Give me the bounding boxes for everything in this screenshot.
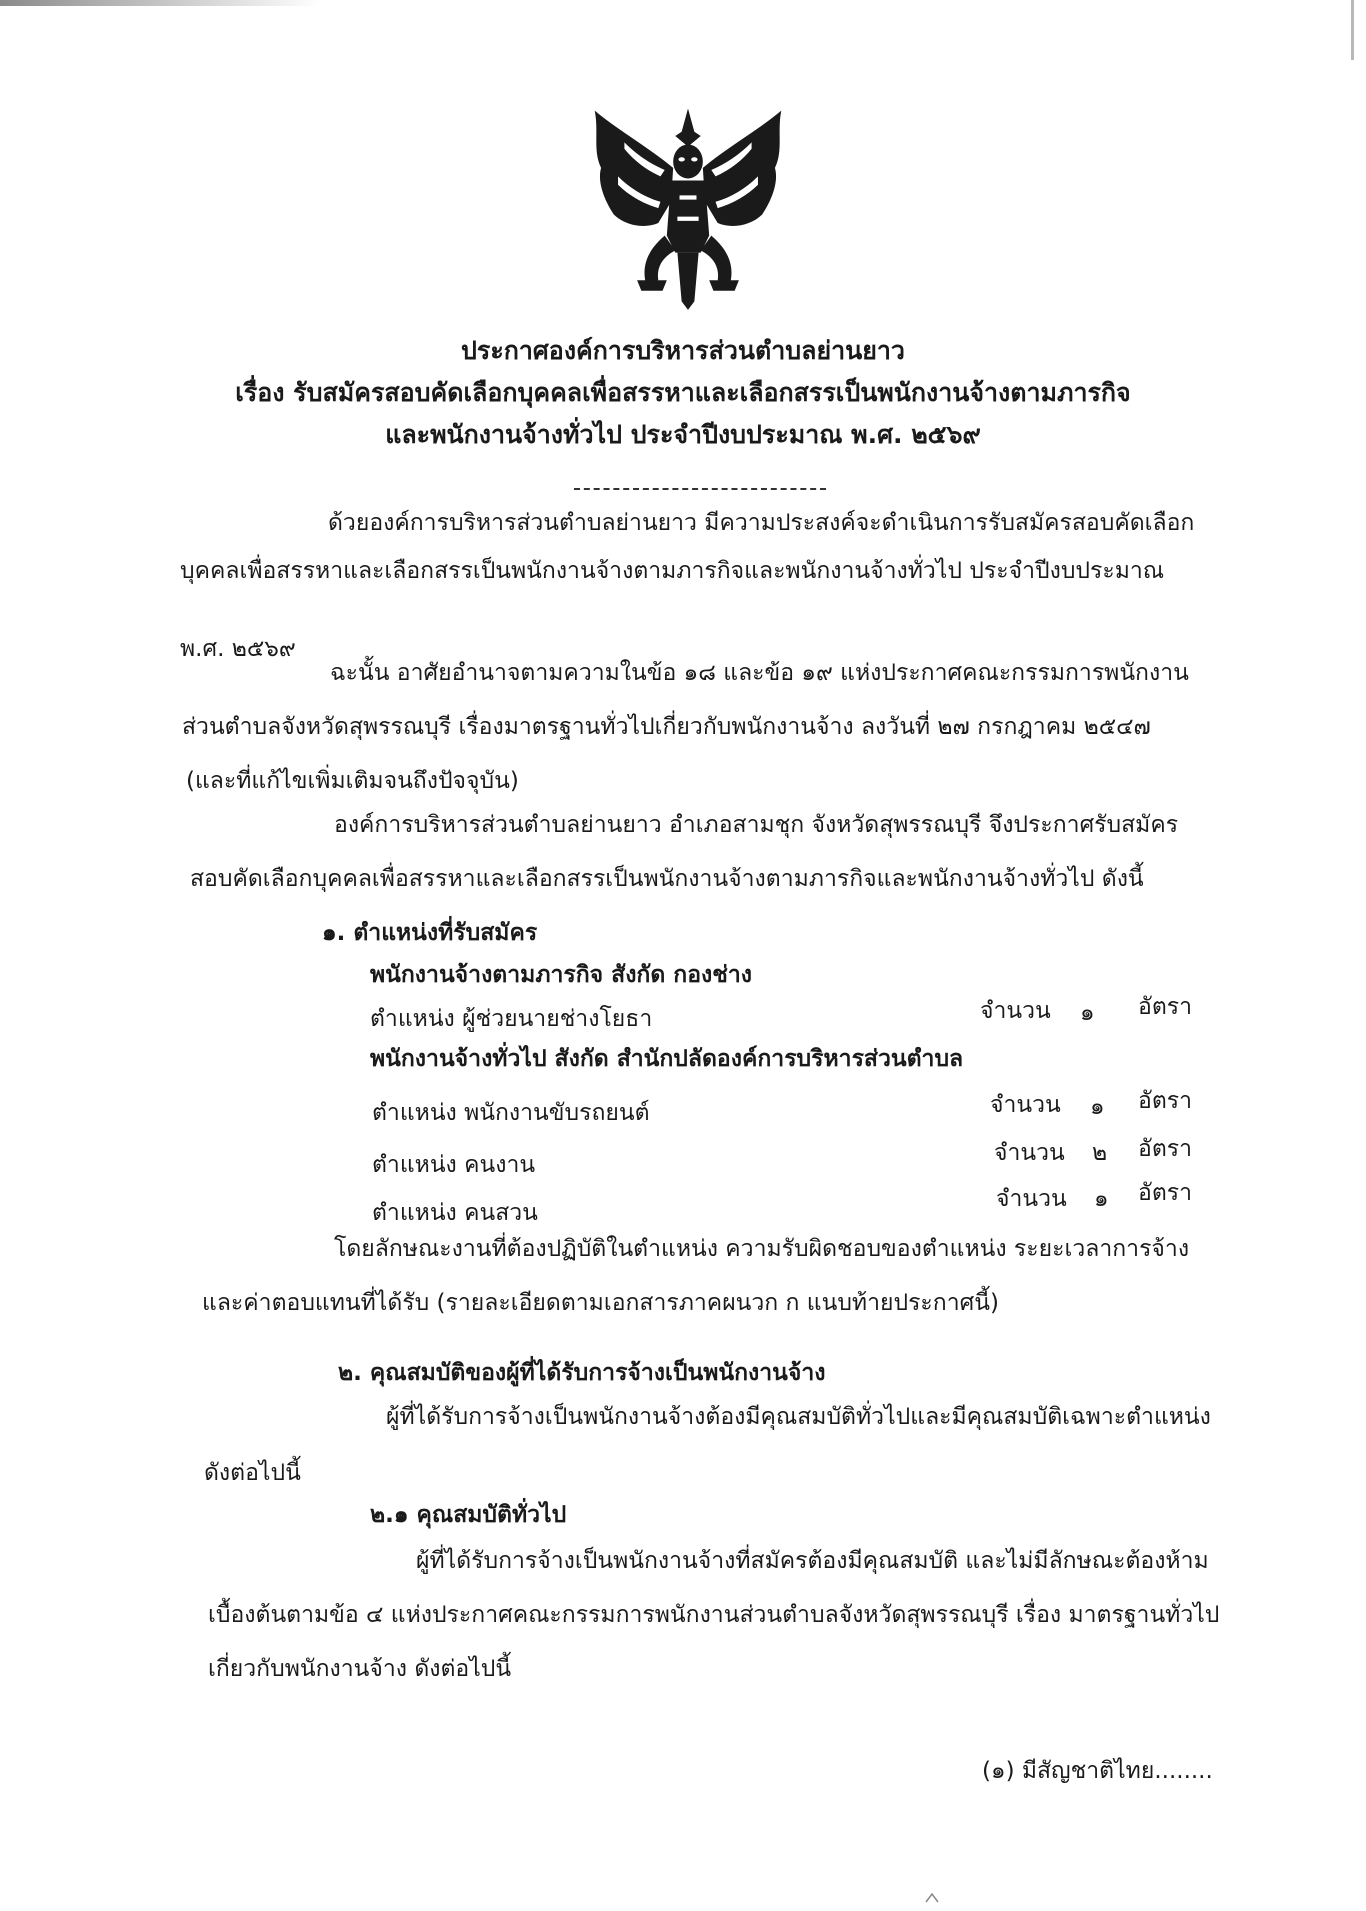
intro-paragraph-2-line-3: (และที่แก้ไขเพิ่มเติมจนถึงปัจจุบัน) (186, 768, 519, 794)
position-count: ๑ (1090, 1094, 1105, 1120)
document-subject: เรื่อง รับสมัครสอบคัดเลือกบุคคลเพื่อสรรหาและเลือกสรรเป็นพนักงานจ้างตามภารกิจ (235, 378, 1131, 407)
intro-paragraph-1: ด้วยองค์การบริหารส่วนตำบลย่านยาว มีความประสงค์จะดำเนินการรับสมัครสอบคัดเลือก (328, 510, 1195, 536)
unit-label: อัตรา (1138, 1180, 1193, 1206)
position-name: ตำแหน่ง ผู้ช่วยนายช่างโยธา (370, 1006, 653, 1032)
position-count: ๒ (1092, 1140, 1108, 1166)
intro-paragraph-1-line-3: พ.ศ. ๒๕๖๙ (180, 636, 296, 662)
section-2-heading: ๒. คุณสมบัติของผู้ที่ได้รับการจ้างเป็นพนักงานจ้าง (338, 1360, 826, 1386)
position-count: ๑ (1080, 1000, 1095, 1026)
section-2-text: ผู้ที่ได้รับการจ้างเป็นพนักงานจ้างต้องมีคุณสมบัติทั่วไปและมีคุณสมบัติเฉพาะตำแหน่ง (386, 1404, 1211, 1430)
title-divider (574, 488, 826, 490)
position-note: โดยลักษณะงานที่ต้องปฏิบัติในตำแหน่ง ความรับผิดชอบของตำแหน่ง ระยะเวลาการจ้าง (334, 1236, 1190, 1262)
position-group-2: พนักงานจ้างทั่วไป สังกัด สำนักปลัดองค์การบริหารส่วนตำบล (370, 1046, 964, 1072)
unit-label: อัตรา (1138, 1088, 1193, 1114)
section-2-1-heading: ๒.๑ คุณสมบัติทั่วไป (370, 1502, 567, 1528)
count-label: จำนวน (990, 1092, 1061, 1118)
count-label: จำนวน (996, 1186, 1067, 1212)
section-2-text-line-2: ดังต่อไปนี้ (204, 1460, 301, 1486)
intro-paragraph-3: องค์การบริหารส่วนตำบลย่านยาว อำเภอสามชุก จังหวัดสุพรรณบุรี จึงประกาศรับสมัคร (334, 812, 1179, 838)
section-1-heading: ๑. ตำแหน่งที่รับสมัคร (322, 920, 538, 946)
position-note-line-2: และค่าตอบแทนที่ได้รับ (รายละเอียดตามเอกสารภาคผนวก ก แนบท้ายประกาศนี้) (202, 1290, 999, 1316)
intro-paragraph-2: ฉะนั้น อาศัยอำนาจตามความในข้อ ๑๘ และข้อ ๑๙ แห่งประกาศคณะกรรมการพนักงาน (330, 660, 1189, 686)
scan-speck (925, 1893, 939, 1903)
document-title: ประกาศองค์การบริหารส่วนตำบลย่านยาว (461, 336, 905, 365)
section-2-1-text-line-3: เกี่ยวกับพนักงานจ้าง ดังต่อไปนี้ (208, 1656, 512, 1682)
unit-label: อัตรา (1138, 1136, 1193, 1162)
position-name: ตำแหน่ง พนักงานขับรถยนต์ (372, 1100, 650, 1126)
scan-edge-shadow (0, 0, 320, 6)
count-label: จำนวน (994, 1140, 1065, 1166)
section-2-1-text-line-2: เบื้องต้นตามข้อ ๔ แห่งประกาศคณะกรรมการพนักงานส่วนตำบลจังหวัดสุพรรณบุรี เรื่อง มาตรฐานทั่วไป (208, 1602, 1220, 1628)
position-name: ตำแหน่ง คนงาน (372, 1152, 536, 1178)
position-count: ๑ (1094, 1186, 1109, 1212)
document-subject-cont: และพนักงานจ้างทั่วไป ประจำปีงบประมาณ พ.ศ. ๒๕๖๙ (385, 420, 981, 449)
count-label: จำนวน (980, 998, 1051, 1024)
position-group-1: พนักงานจ้างตามภารกิจ สังกัด กองช่าง (370, 962, 753, 988)
unit-label: อัตรา (1138, 994, 1193, 1020)
intro-paragraph-1-line-2: บุคคลเพื่อสรรหาและเลือกสรรเป็นพนักงานจ้างตามภารกิจและพนักงานจ้างทั่วไป ประจำปีงบประมาณ (180, 558, 1165, 584)
garuda-emblem-icon (582, 100, 794, 312)
page-continuation: (๑) มีสัญชาติไทย........ (982, 1758, 1213, 1784)
scan-edge-mark (1351, 0, 1354, 60)
section-2-1-text: ผู้ที่ได้รับการจ้างเป็นพนักงานจ้างที่สมัครต้องมีคุณสมบัติ และไม่มีลักษณะต้องห้าม (416, 1548, 1209, 1574)
position-name: ตำแหน่ง คนสวน (372, 1200, 538, 1226)
intro-paragraph-3-line-2: สอบคัดเลือกบุคคลเพื่อสรรหาและเลือกสรรเป็นพนักงานจ้างตามภารกิจและพนักงานจ้างทั่วไป ดังนี้ (190, 866, 1144, 892)
intro-paragraph-2-line-2: ส่วนตำบลจังหวัดสุพรรณบุรี เรื่องมาตรฐานทั่วไปเกี่ยวกับพนักงานจ้าง ลงวันที่ ๒๗ กรกฎาคม ๒๕๔๗ (182, 714, 1151, 740)
